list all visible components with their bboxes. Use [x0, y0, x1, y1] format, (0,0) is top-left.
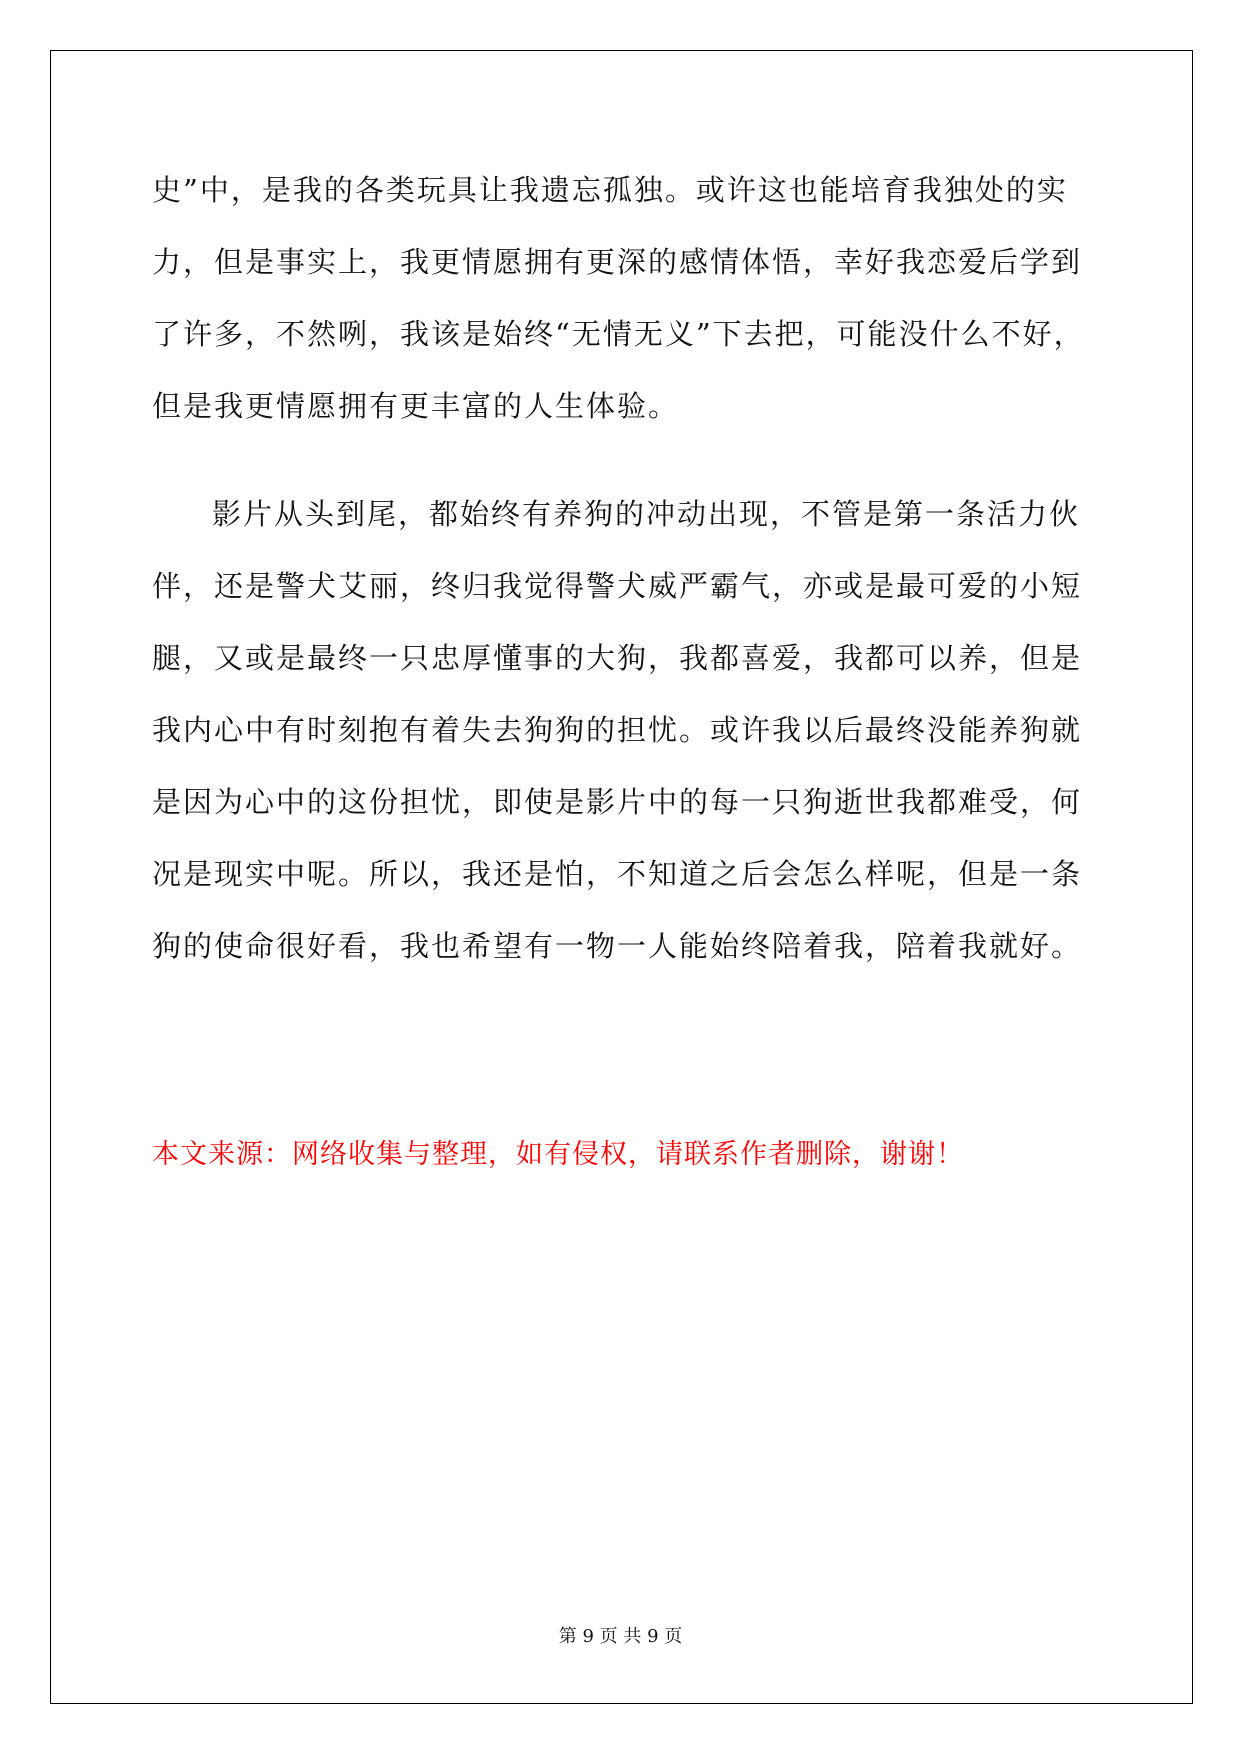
paragraph-2-line-1: 影片从头到尾，都始终有养狗的冲动出现，不管是第一条活力伙 [212, 497, 1081, 531]
paragraph-2-line-2: 伴，还是警犬艾丽，终归我觉得警犬威严霸气，亦或是最可爱的小短 [152, 569, 1083, 603]
page-footer: 第 9 页 共 9 页 [558, 1626, 683, 1647]
paragraph-2-line-4: 我内心中有时刻抱有着失去狗狗的担忧。或许我以后最终没能养狗就 [152, 713, 1083, 747]
paragraph-2-line-6: 况是现实中呢。所以，我还是怕，不知道之后会怎么样呢，但是一条 [152, 857, 1083, 891]
paragraph-1-line-2: 力，但是事实上，我更情愿拥有更深的感情体悟，幸好我恋爱后学到 [152, 245, 1083, 279]
paragraph-1-line-1: 史”中，是我的各类玩具让我遗忘孤独。或许这也能培育我独处的实 [152, 173, 1068, 207]
paragraph-2-line-3: 腿，又或是最终一只忠厚懂事的大狗，我都喜爱，我都可以养，但是 [152, 641, 1083, 675]
paragraph-2-line-5: 是因为心中的这份担忧，即使是影片中的每一只狗逝世我都难受，何 [152, 785, 1083, 819]
paragraph-1-line-3: 了许多，不然咧，我该是始终“无情无义”下去把，可能没什么不好， [152, 317, 1085, 351]
paragraph-1-line-4: 但是我更情愿拥有更丰富的人生体验。 [152, 389, 680, 423]
source-note: 本文来源：网络收集与整理，如有侵权，请联系作者删除，谢谢！ [152, 1139, 964, 1170]
paragraph-2-line-7: 狗的使命很好看，我也希望有一物一人能始终陪着我，陪着我就好。 [152, 929, 1083, 963]
